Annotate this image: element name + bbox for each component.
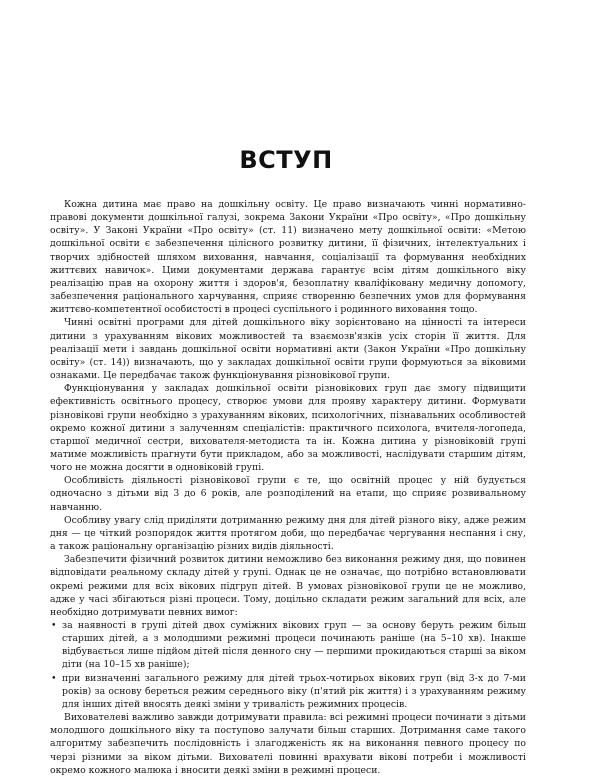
list-item bbox=[50, 672, 526, 711]
page-title: ВСТУП bbox=[239, 146, 333, 174]
list-item-text: за наявності в групі дітей двох суміжних вікових груп — за основу беруть режим більш старших дітей, а з молодшими режимні процеси починають раніше (на 5–10 хв). Інакше відбувається лише підйом дітей після денного сну — першими прокидаються старші за віком діти (на 10–15 хв раніше); bbox=[62, 620, 526, 671]
paragraph: Особливість діяльності різновікової групи є те, що освітній процес у ній будується одночасно з дітьми від 3 до 6 років, але розподілений на етапи, що сприяє розвивальному навчанню. bbox=[50, 475, 526, 513]
list-item-text: при визначенні загального режиму для дітей трьох-чотирьох вікових груп (від 3-х до 7-ми років) за основу береться режим середнього віку (п'ятий рік життя) і з урахуванням режиму для інших дітей вносять деякі зміни у тривалість режимних процесів. bbox=[62, 672, 526, 710]
paragraph: Чинні освітні програми для дітей дошкільного віку зорієнтовано на цінності та інтереси дитини з урахуванням вікових можливостей та взаємозв'язків усіх сторін її життя. Для реалізації мети і завдань дошкільної освіти нормативні акти (Закон України «Про дошкільну освіту» (ст. 14)) визначають, що у закладах дошкільної освіти групи формуються за віковими ознаками. Це передбачає також функціонування різновікової групи. bbox=[50, 317, 526, 382]
requirements-list bbox=[50, 619, 526, 711]
paragraph: Вихователеві важливо завжди дотримувати правила: всі режимні процеси починати з дітьми молодшого дошкільного віку та поступово залучати більш старших. Дотримання саме такого алгоритму забезпечить послідовність і злагодженість як на виконання певного процесу по черзі різними за віком дітьми. Вихователі повинні врахувати вікові потреби і можливості окремо кожного малюка і вносити деякі зміни в режимні процеси. bbox=[50, 712, 526, 776]
bullet-marker: • bbox=[51, 672, 57, 684]
body-text bbox=[50, 198, 526, 777]
paragraph: Функціонування у закладах дошкільної освіти різновікових груп дає змогу підвищити ефективність освітнього процесу, створює умови для прояву характеру дитини. Формувати різновікові групи необхідно з урахуванням вікових, психологічних, пізнавальних особливостей окремо кожної дитини з залученням спеціалістів: практичного психолога, вчителя-логопеда, старшої медичної сестри, вихователя-методиста та ін. Кожна дитина у різновіковій групі матиме можливість прагнути бути прикладом, або за можливості, наслідувати старшим дітям, чого не можна досягти в одновіковій групі. bbox=[50, 383, 526, 474]
paragraph: Особливу увагу слід приділяти дотриманню режиму дня для дітей різного віку, адже режим дня — це чіткий розпорядок життя протягом доби, що передбачає чергування неспання і сну, а також раціональну організацію різних видів діяльності. bbox=[50, 514, 526, 553]
paragraph: Кожна дитина має право на дошкільну освіту. Це право визначають чинні нормативно-правові документи дошкільної галузі, зокрема Закони України «Про освіту», «Про дошкільну освіту». У Законі України «Про освіту» (ст. 11) визначено мету дошкільної освіти: «Метою дошкільної освіти є забезпечення цілісного розвитку дитини, її фізичних, інтелектуальних і творчих здібностей шляхом виховання, навчання, соціалізації та формування необхідних життєвих навичок». Цими документами держава гарантує всім дітям дошкільного віку реалізацію прав на охорону життя і здоров'я, безоплатну кваліфіковану медичну допомогу, забезпечення раціонального харчування, сприяє створенню безпечних умов для формування життєво-компетентної особистості в процесі суспільного і родинного виховання тощо. bbox=[50, 199, 526, 316]
list-item bbox=[50, 619, 526, 672]
bullet-marker: • bbox=[51, 620, 57, 631]
paragraph: Забезпечити фізичний розвиток дитини неможливо без виконання режиму дня, що повинен відповідати реальному складу дітей у групі. Однак це не означає, що потрібно встановлювати окремі режими для всіх вікових підгруп дітей. В умовах різновікової групи це не можливо, адже у часі збігаються різні процеси. Тому, доцільно складати режим загальний для всіх, але необхідно дотримувати певних вимог: bbox=[50, 554, 526, 618]
